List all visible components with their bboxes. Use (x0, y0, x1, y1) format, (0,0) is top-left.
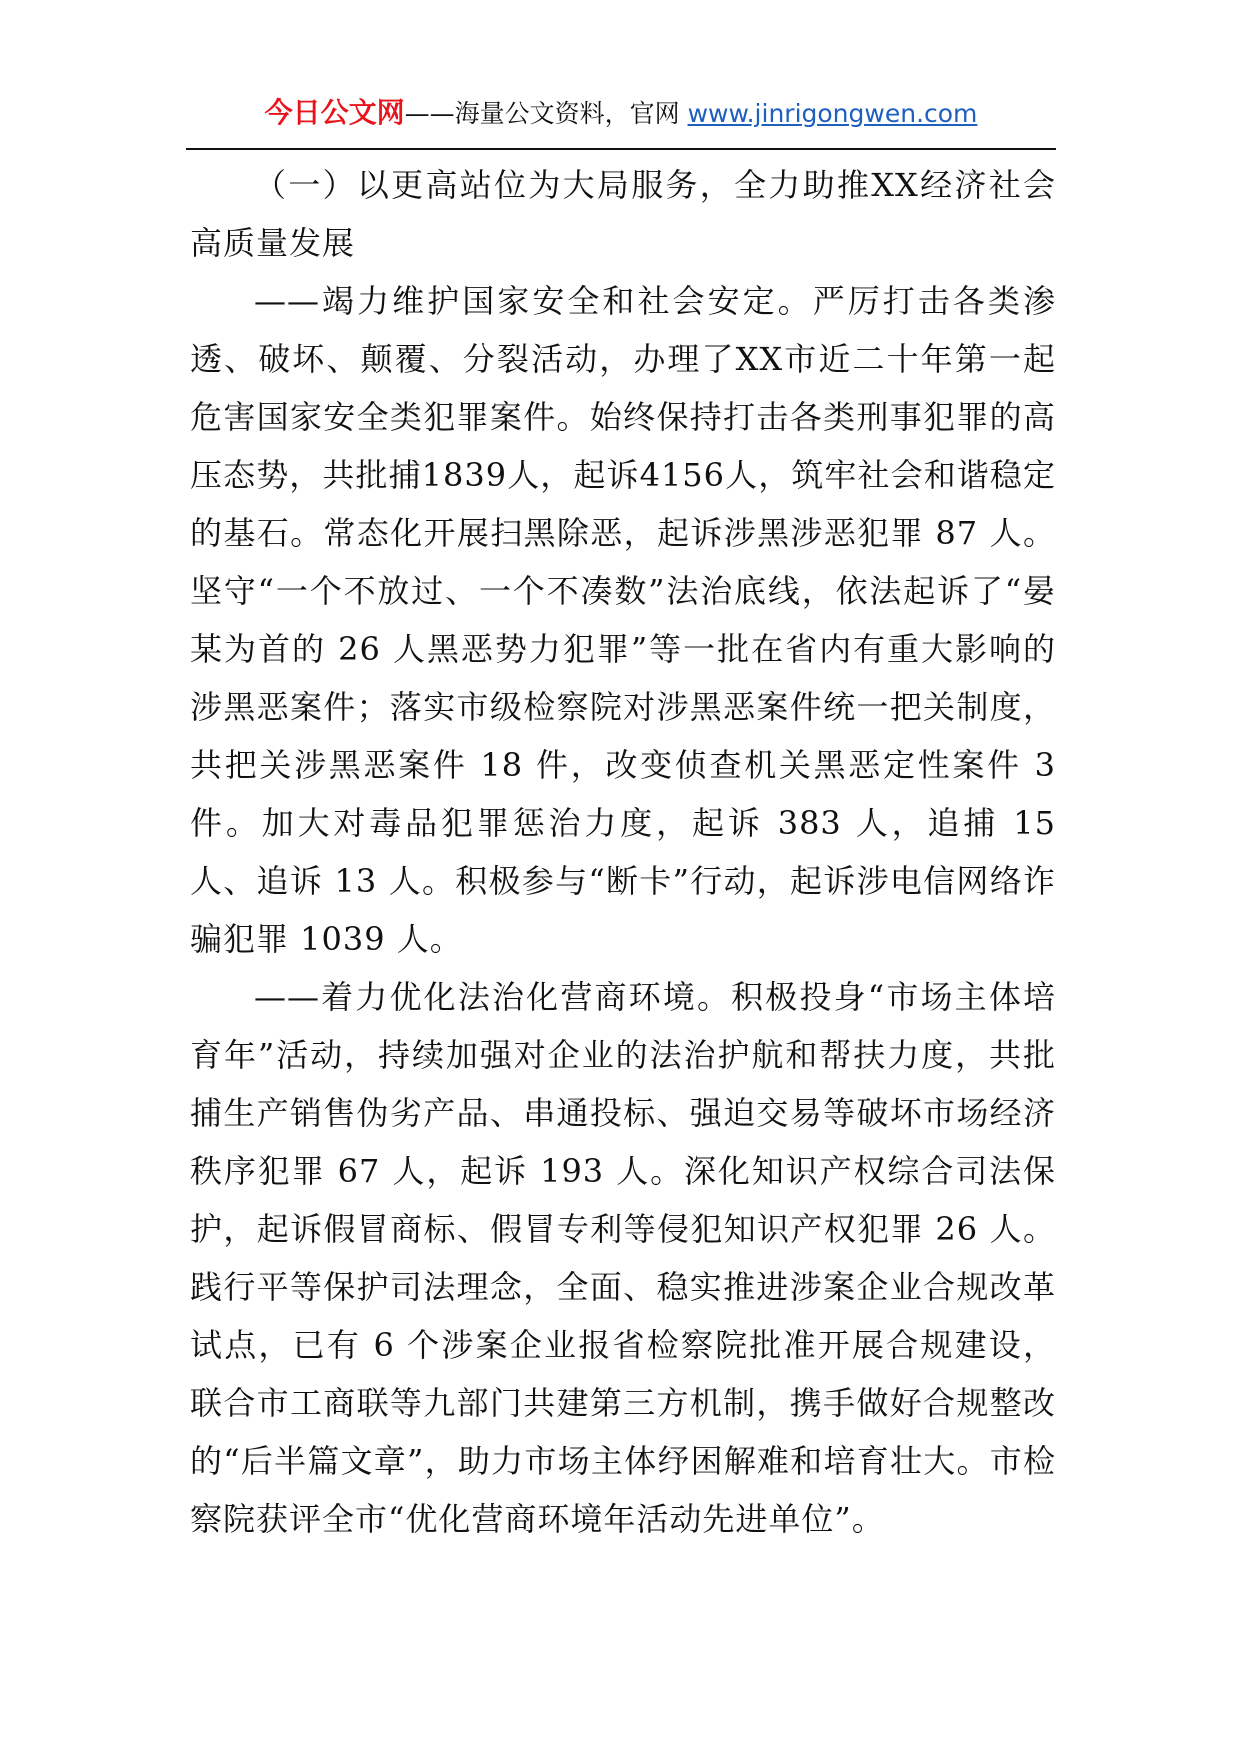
document-body (190, 156, 1056, 1548)
paragraph-security: ——竭力维护国家安全和社会安定。严厉打击各类渗透、破坏、颠覆、分裂活动，办理了XX市近二十年第一起危害国家安全类犯罪案件。始终保持打击各类刑事犯罪的高压态势，共批捕1839人，起诉4156人，筑牢社会和谐稳定的基石。常态化开展扫黑除恶，起诉涉黑涉恶犯罪 87 人。坚守“一个不放过、一个不凑数”法治底线，依法起诉了“晏某为首的 26 人黑恶势力犯罪”等一批在省内有重大影响的涉黑恶案件；落实市级检察院对涉黑恶案件统一把关制度，共把关涉黑恶案件 18 件，改变侦查机关黑恶定性案件 3 件。加大对毒品犯罪惩治力度，起诉 383 人，追捕 15 人、追诉 13 人。积极参与“断卡”行动，起诉涉电信网络诈骗犯罪 1039 人。 (190, 282, 1056, 958)
site-brand: 今日公文网 (264, 96, 405, 129)
header-divider (186, 148, 1056, 150)
document-header (186, 98, 1056, 148)
site-url-link[interactable]: www.jinrigongwen.com (687, 99, 978, 128)
section-heading: （一）以更高站位为大局服务，全力助推XX经济社会高质量发展 (190, 166, 1056, 262)
paragraph-business-environment: ——着力优化法治化营商环境。积极投身“市场主体培育年”活动，持续加强对企业的法治护航和帮扶力度，共批捕生产销售伪劣产品、串通投标、强迫交易等破坏市场经济秩序犯罪 67 人，起诉 193 人。深化知识产权综合司法保护，起诉假冒商标、假冒专利等侵犯知识产权犯罪 26 人。践行平等保护司法理念，全面、稳实推进涉案企业合规改革试点，已有 6 个涉案企业报省检察院批准开展合规建设，联合市工商联等九部门共建第三方机制，携手做好合规整改的“后半篇文章”，助力市场主体纾困解难和培育壮大。市检察院获评全市“优化营商环境年活动先进单位”。 (190, 978, 1056, 1538)
header-dash: —— (404, 99, 455, 128)
header-description: 海量公文资料，官网 (454, 99, 680, 128)
